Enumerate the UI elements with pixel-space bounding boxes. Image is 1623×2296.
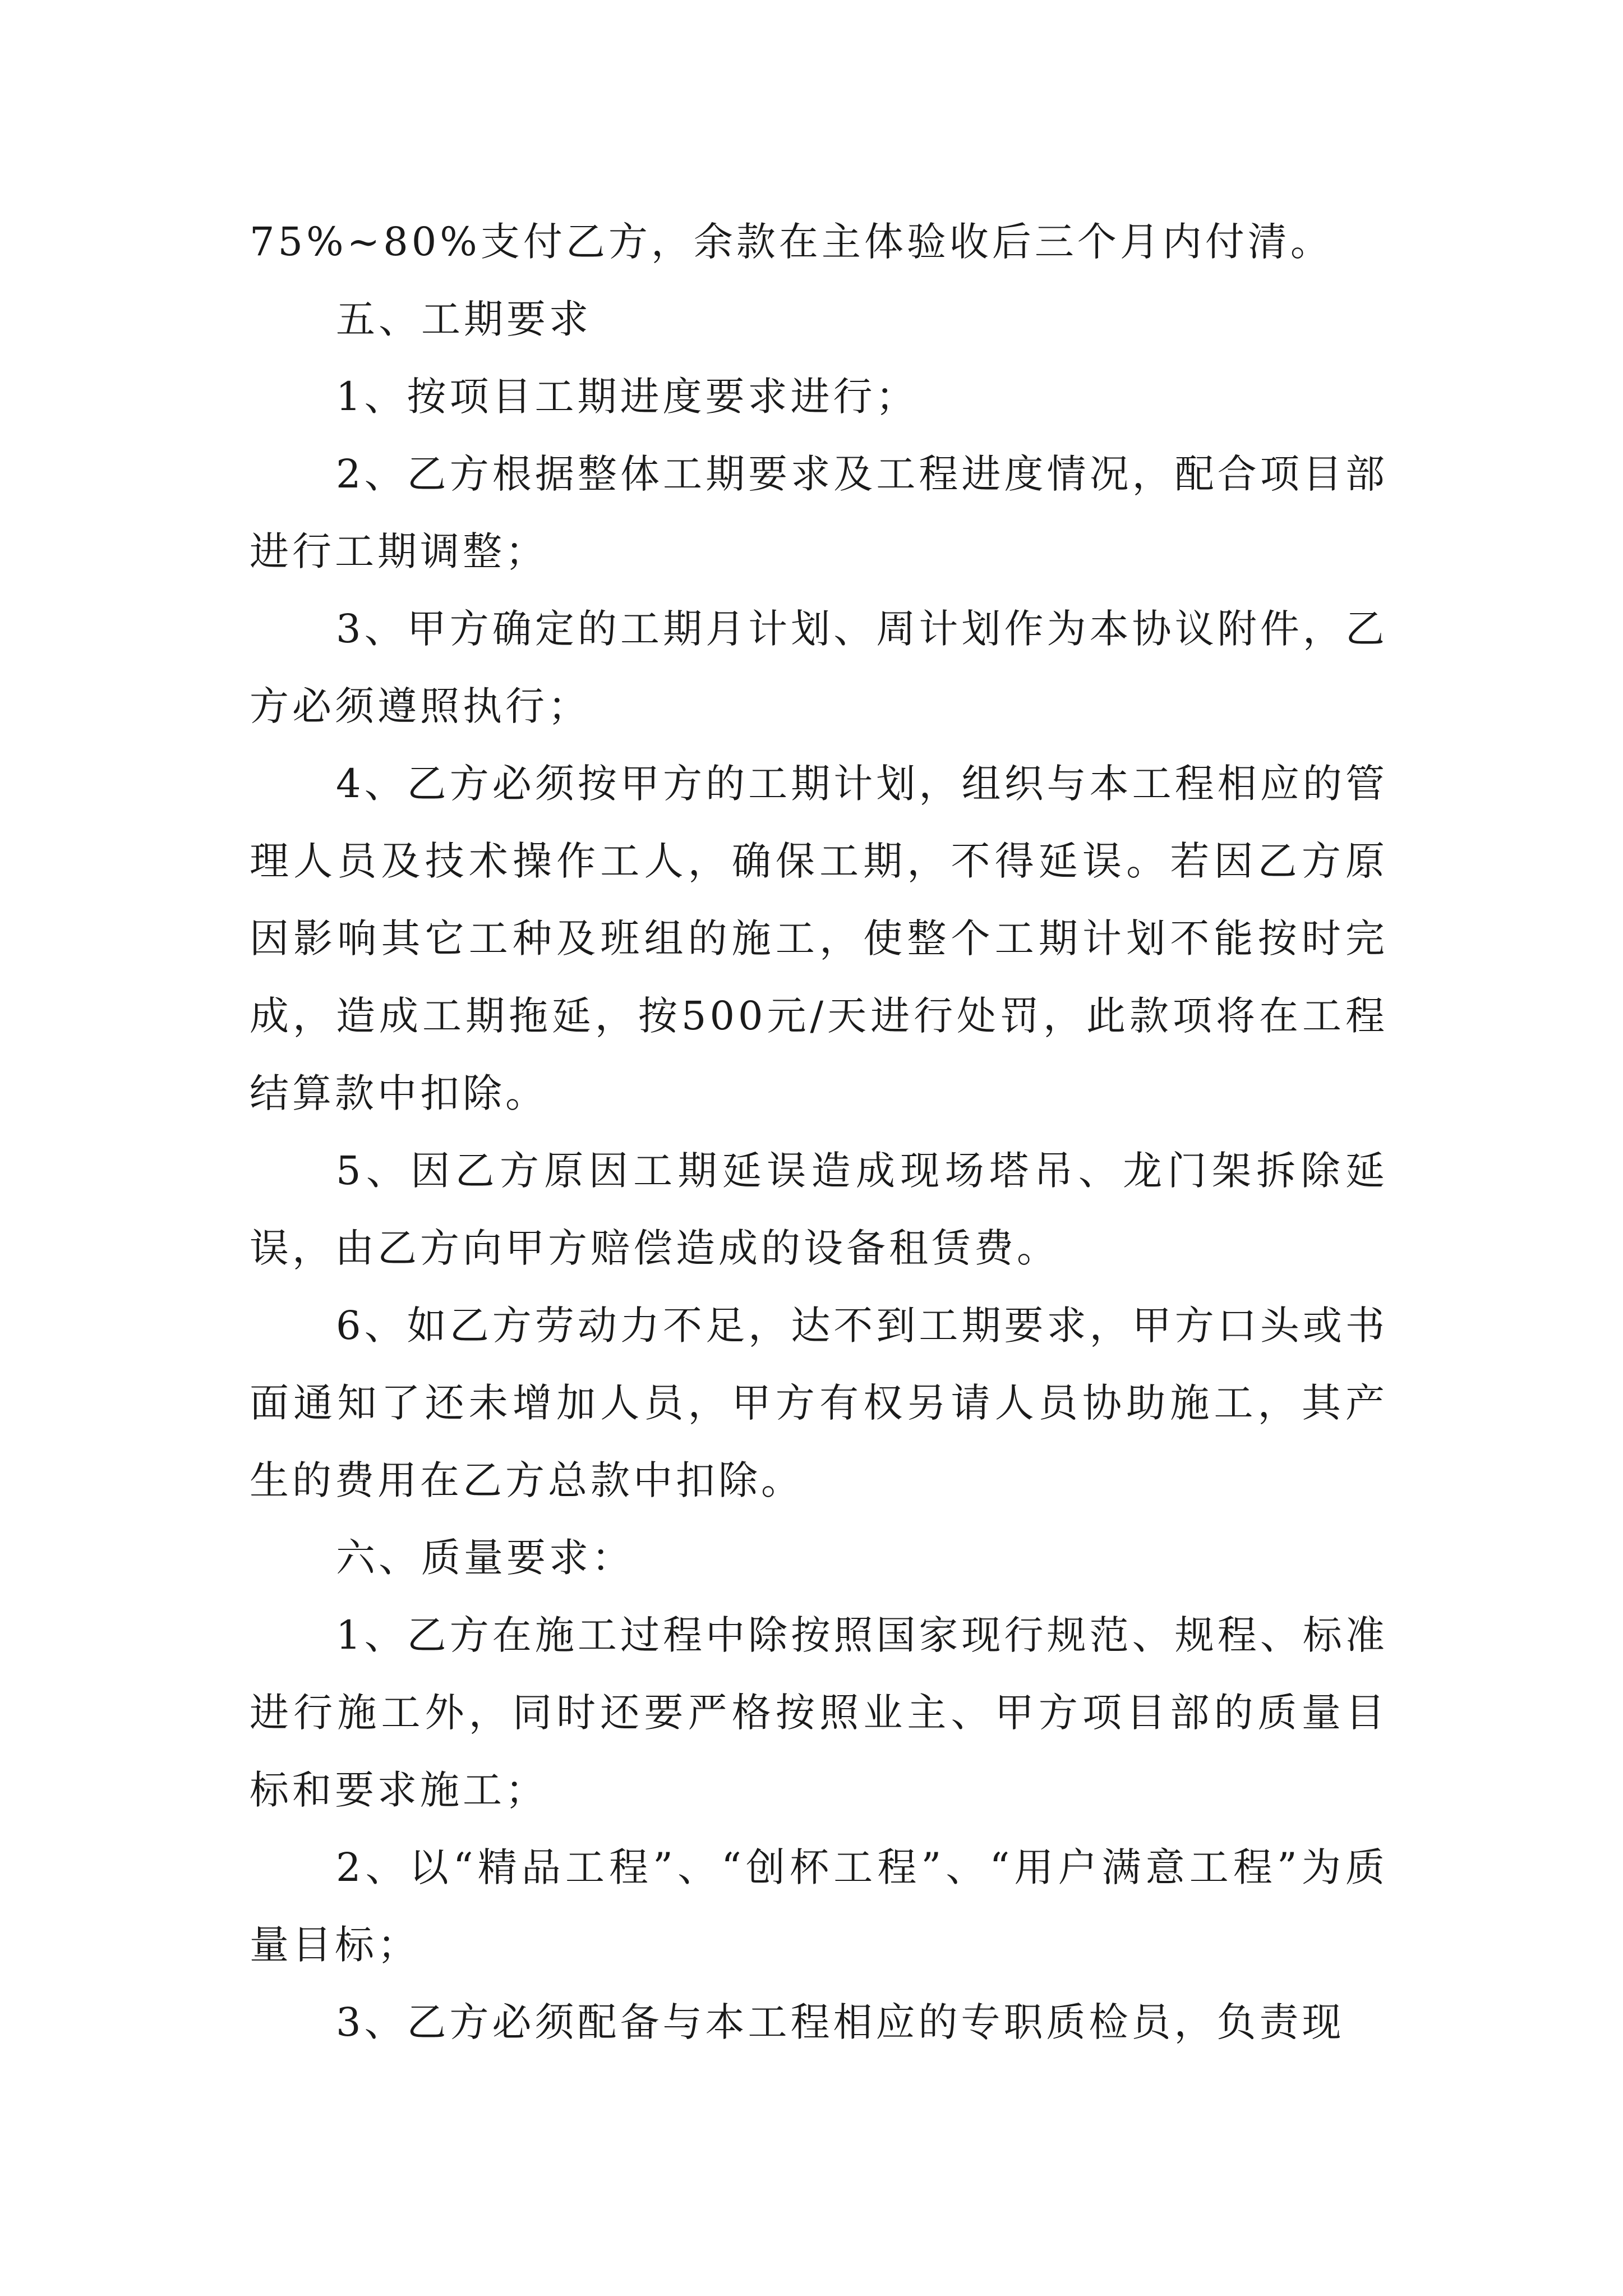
heading-schedule-requirements: 五、工期要求 <box>336 296 592 342</box>
document-body <box>250 203 1388 2061</box>
paragraph-schedule-item-2: 2、乙方根据整体工期要求及工程进度情况，配合项目部进行工期调整； <box>250 451 1388 574</box>
paragraph-quality-item-2: 2、以“精品工程”、“创杯工程”、“用户满意工程”为质量目标； <box>250 1844 1388 1968</box>
paragraph-schedule-item-5: 5、因乙方原因工期延误造成现场塔吊、龙门架拆除延误，由乙方向甲方赔偿造成的设备租赁费。 <box>250 1148 1388 1271</box>
paragraph-quality-item-1: 1、乙方在施工过程中除按照国家现行规范、规程、标准进行施工外，同时还要严格按照业主、甲方项目部的质量目标和要求施工； <box>250 1612 1388 1813</box>
paragraph-schedule-item-1: 1、按项目工期进度要求进行； <box>336 374 919 420</box>
paragraph-schedule-item-3: 3、甲方确定的工期月计划、周计划作为本协议附件，乙方必须遵照执行； <box>250 606 1388 729</box>
paragraph-quality-item-3: 3、乙方必须配备与本工程相应的专职质检员，负责现 <box>336 1999 1345 2045</box>
paragraph-payment-continued: 75%~80%支付乙方，余款在主体验收后三个月内付清。 <box>250 219 1333 265</box>
paragraph-schedule-item-6: 6、如乙方劳动力不足，达不到工期要求，甲方口头或书面通知了还未增加人员，甲方有权另请人员协助施工，其产生的费用在乙方总款中扣除。 <box>250 1303 1388 1503</box>
paragraph-schedule-item-4: 4、乙方必须按甲方的工期计划，组织与本工程相应的管理人员及技术操作工人，确保工期，不得延误。若因乙方原因影响其它工种及班组的施工，使整个工期计划不能按时完成，造成工期拖延，按500元/天进行处罚，此款项将在工程结算款中扣除。 <box>250 761 1388 1116</box>
heading-quality-requirements: 六、质量要求： <box>336 1535 634 1581</box>
